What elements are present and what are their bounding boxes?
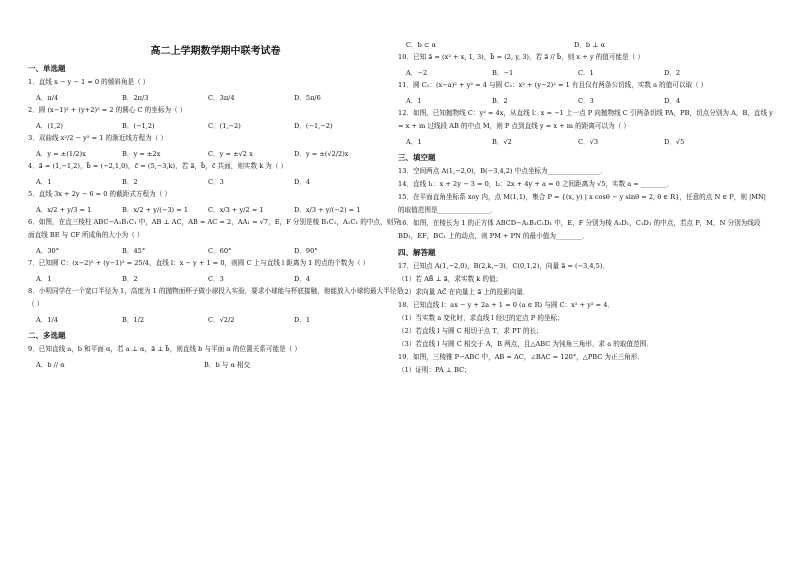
option-B: B．45° <box>122 246 146 255</box>
option-B: B．2 <box>122 274 138 283</box>
option-D: D．(−1,−2) <box>294 121 333 130</box>
question-text: 11．圆 C₁：(x−a)² + y² = 4 与圆 C₂：x² + (y−2)² = 1 有且仅有两条公切线，实数 a 的值可以取（ ） <box>398 81 708 89</box>
question-text: 6．如图，在直三棱柱 ABC−A₁B₁C₁ 中，AB ⊥ AC，AB = AC = 2，AA₁ = √7，E，F 分别是棱 B₁C₁，A₁C₁ 的中点，则异面直线 BE 与 CF 所成角的大小为（ ） <box>28 218 400 239</box>
option-A: A．1 <box>36 274 52 283</box>
question-text: 17．已知点 A(1,−2,0)，B(2,k,−3)，C(0,1,2)，向量 a⃗ = (−3,4,5)． <box>398 262 609 270</box>
option-B: B．y = ±2x <box>122 149 161 158</box>
question-text: 9．已知直线 a，b 和平面 α，若 a ⊥ α，a⃗ ⊥ b⃗，则直线 b 与平面 α 的位置关系可能是（ ） <box>28 345 301 353</box>
option-A: A．−2 <box>406 68 428 77</box>
left-question-list <box>28 76 403 371</box>
option-D: D．√5 <box>664 137 685 146</box>
option-row <box>36 173 403 188</box>
option-B: B．√2 <box>492 137 512 146</box>
option-row <box>406 133 773 148</box>
question-text: （1）若 AB⃗ ⊥ a⃗，求实数 k 的值； <box>398 275 503 283</box>
option-row <box>36 242 403 257</box>
question-text: 7．已知圆 C：(x−2)² + (y−1)² = 25/4，直线 l：x − y + 1 = 0，则圆 C 上与直线 l 距离为 1 的点的个数为（ ） <box>28 259 370 267</box>
question-text: 5．直线 3x + 2y − 6 = 0 的截距式方程为（ ） <box>28 190 171 198</box>
option-C: C．1 <box>578 68 594 77</box>
option-B: B．(−1,2) <box>122 121 155 130</box>
question-text: （1）当实数 a 变化时，求直线 l 经过的定点 P 的坐标； <box>398 314 564 322</box>
option-B: B．1/2 <box>122 315 145 324</box>
option-row <box>36 311 403 326</box>
option-D: D．4 <box>294 274 311 283</box>
option-C: C．√2/2 <box>208 315 235 324</box>
option-C: C．3 <box>208 177 224 186</box>
option-A: A．1 <box>406 96 422 105</box>
right-column <box>398 0 773 561</box>
option-A: A．30° <box>36 246 60 255</box>
option-C: C．3π/4 <box>208 93 235 102</box>
option-C: C．(1,−2) <box>208 121 241 130</box>
question-text: 15．在平面直角坐标系 xoy 内，点 M(1,1)，集合 P = {(x, y) | x cosθ − y sinθ = 2, θ ∈ R}，任意的点 N ∈ P，则 |MN| 的取值范围是________________． <box>398 193 766 214</box>
option-D: D．90° <box>294 246 318 255</box>
question-text: 8．小明同学在一个宽口半径为 1，高度为 1 的抛物面杯子做小球投入实验，要求小球能与杯底接触，他能放入小球的最大半径是（ ） <box>28 287 403 308</box>
section-heading-single-choice: 一、单选题 <box>28 64 66 73</box>
section-heading-answer: 四、解答题 <box>398 248 436 257</box>
option-row <box>36 201 403 216</box>
option-B: D．b ⊥ α <box>574 40 605 49</box>
option-A: A．x/2 + y/3 = 1 <box>36 205 92 214</box>
option-row <box>36 356 403 371</box>
page-title: 高二上学期数学期中联考试卷 <box>150 46 281 57</box>
question-text: （3）若直线 l 与圆 C 相交于 A，B 两点，且△ABC 为钝角三角形，求 a 的取值范围． <box>398 340 653 348</box>
option-A: A．1 <box>406 137 422 146</box>
option-A: C．b ⊂ α <box>406 40 437 49</box>
question-text: （2）若直线 l 与圆 C 相切于点 T，求 PT 的长； <box>398 327 543 335</box>
option-A: A．(1,2) <box>36 121 63 130</box>
option-C: C．y = ±√2 x <box>208 149 253 158</box>
option-row <box>406 36 773 51</box>
option-D: D．y = ±(√2/2)x <box>294 149 349 158</box>
option-A: A．y = ±(1/2)x <box>36 149 86 158</box>
question-text: （2）求向量 AC⃗ 在向量上 a⃗ 上的投影向量． <box>398 288 530 296</box>
option-row <box>36 117 403 132</box>
option-B: B．2 <box>492 96 508 105</box>
option-D: D．4 <box>664 96 681 105</box>
option-C: C．60° <box>208 246 232 255</box>
question-text: 18．已知直线 l：ax − y + 2a + 1 = 0 (a ∈ R) 与圆 C：x² + y² = 4． <box>398 301 615 309</box>
option-row <box>406 92 773 107</box>
option-C: C．3 <box>208 274 224 283</box>
option-row <box>36 89 403 104</box>
option-C: C．3 <box>578 96 594 105</box>
question-text: 13．空间两点 A(1,−2,0)，B(−3,4,2) 中点坐标为________________． <box>398 167 607 175</box>
option-A: A．b // α <box>36 360 65 369</box>
option-D: D．4 <box>294 177 311 186</box>
option-B: B．b 与 α 相交 <box>204 360 251 369</box>
option-A: A．π/4 <box>36 93 59 102</box>
left-column <box>28 0 403 561</box>
question-text: 19．如图，三棱锥 P−ABC 中，AB = AC，∠BAC = 120°，△PBC 为正三角形． <box>398 353 644 361</box>
option-D: D．5π/6 <box>294 93 321 102</box>
option-A: A．1 <box>36 177 52 186</box>
question-text: 16．如图，在棱长为 1 的正方体 ABCD−A₁B₁C₁D₁ 中，E，F 分别为棱 A₁D₁，C₁D₁ 的中点，若点 P，M，N 分别为线段 BD₁，EF，BC₁ 上的动点，则 PM + PN 的最小值为________． <box>398 219 761 240</box>
option-D: D．1 <box>294 315 311 324</box>
option-B: B．−1 <box>492 68 514 77</box>
section-heading-fill-in: 三、填空题 <box>398 153 436 162</box>
option-B: B．2π/3 <box>122 93 149 102</box>
question-text: 10．已知 a⃗ = (x² + x, 1, 3)，b⃗ = (2, y, 3)，若 a⃗ // b⃗，则 x + y 的值可能是（ ） <box>398 53 644 61</box>
section-heading-multi-choice: 二、多选题 <box>28 331 66 340</box>
option-D: D．2 <box>664 68 681 77</box>
question-text: 12．如图，已知抛物线 C：y² = 4x，从直线 l：x = −1 上一点 P 向抛物线 C 引两条切线 PA，PB，切点分别为 A，B，直线 y = x + m 过线段 AB 的中点 M，则 P 点到直线 y = x + m 的距离可以为（ ） <box>398 109 773 130</box>
question-text: （1）证明：PA ⊥ BC； <box>398 366 471 374</box>
option-row <box>406 64 773 79</box>
question-text: 14．直线 l₁：x + 2y − 3 = 0，l₂：2x + 4y + a = 0 之间距离为 √5，实数 a = ________． <box>398 180 674 188</box>
option-row <box>36 270 403 285</box>
option-B: B．2 <box>122 177 138 186</box>
option-C: C．x/3 + y/2 = 1 <box>208 205 264 214</box>
question-text: 1．直线 x − y − 1 = 0 的倾斜角是（ ） <box>28 78 150 86</box>
option-C: C．√3 <box>578 137 599 146</box>
option-D: D．x/3 + y/(−2) = 1 <box>294 205 361 214</box>
right-question-list <box>398 36 773 377</box>
option-A: A．1/4 <box>36 315 58 324</box>
question-text: 2．圆 (x−1)² + (y+2)² = 2 的圆心 C 的坐标为（ ） <box>28 106 187 114</box>
option-B: B．x/2 + y/(−3) = 1 <box>122 205 189 214</box>
question-text: 4．a⃗ = (1,−1,2)，b⃗ = (−2,1,0)，c⃗ = (5,−3,k)，若 a⃗，b⃗，c⃗ 共面，则实数 k 为（ ） <box>28 162 288 170</box>
option-row <box>36 145 403 160</box>
question-text: 3．双曲线 x²/2 − y² = 1 的渐近线方程为（ ） <box>28 134 167 142</box>
